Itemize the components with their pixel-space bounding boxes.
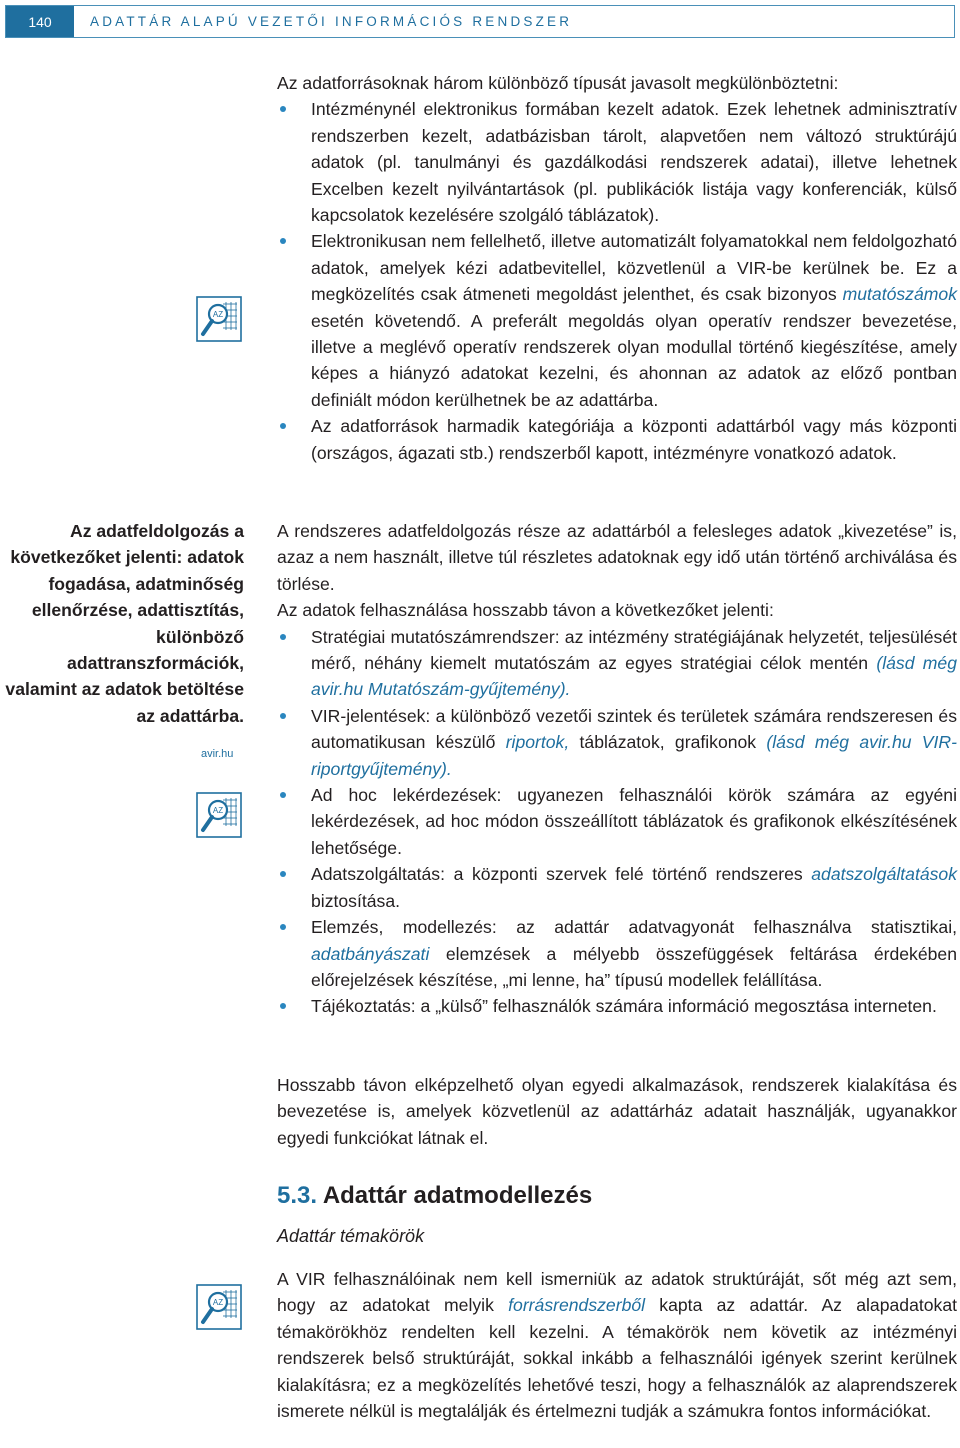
list-item [277, 782, 957, 861]
data-sources-section [277, 70, 957, 466]
item-text: Az adatforrások harmadik kategóriája a központi adattárból vagy más központi (országos, ágazati stb.) rendszerből kapott, intézményre vonatkozó adatok. [311, 416, 957, 463]
glossary-magnifier-icon[interactable] [196, 296, 242, 342]
item-text: Elemzés, modellezés: az adattár adatvagyonát felhasználva statisztikai, [311, 917, 957, 938]
glossary-term-link[interactable]: mutatószámok [842, 284, 957, 305]
item-text: biztosítása. [311, 890, 400, 911]
list-item [277, 993, 957, 1019]
paragraph [277, 1266, 957, 1424]
page-number: 140 [6, 6, 74, 37]
svg-text:AZ: AZ [212, 806, 224, 815]
glossary-term-link[interactable]: adatszolgáltatások [811, 864, 957, 885]
data-usage-list [277, 624, 957, 1020]
svg-text:AZ: AZ [212, 310, 224, 319]
data-sources-list [277, 96, 957, 466]
glossary-magnifier-icon[interactable] [196, 792, 242, 838]
item-text: Intézménynél elektronikus formában kezelt adatok. Ezek lehetnek adminisztratív rendszerben kezelt, adatbázisban tárolt, alapvetően nem változó struktúrájú adatok (pl. tanulmányi és gazdálkodási rendszerek adatai), illetve lehetnek Excelben kezelt nyilvántartások (pl. publikációk listája vagy konferenciák, külső kapcsolatok kezelésére szolgáló táblázatok). [311, 99, 957, 226]
item-text: Tájékoztatás: a „külső” felhasználók számára információ megosztása interneten. [311, 996, 937, 1017]
glossary-magnifier-icon[interactable] [196, 1284, 242, 1330]
item-text: VIR-jelentések: a különböző vezetői szintek és területek számára rendszeresen és automatikusan készülő [311, 705, 957, 753]
item-text: esetén követendő. A preferált megoldás olyan operatív rendszer bevezetése, illetve a meglévő operatív rendszerek olyan modullal történő kiegészítése, amely képes a hiányzó adatokat kezelni, és ahonnan az adatok az előző pontban definiált módon kerülhetnek be az adattárba. [311, 310, 957, 410]
section-heading [277, 1180, 957, 1212]
list-item [277, 703, 957, 782]
list-item [277, 96, 957, 228]
item-text: elemzések a mélyebb összefüggések feltárása érdekében előrejelzések készítése, „mi lenne, ha” típusú modellek felállítása. [311, 943, 957, 990]
long-term-section [277, 1072, 957, 1151]
list-item [277, 413, 957, 466]
item-text: táblázatok, grafikonok [569, 732, 767, 753]
glossary-term-link[interactable]: adatbányászati [311, 943, 430, 964]
item-text: Ad hoc lekérdezések: ugyanezen felhasználói körök számára az egyéni lekérdezések, ad hoc módon összeállított táblázatok és grafikonok elkészítésének lehetősége. [311, 785, 957, 858]
running-title: ADATTÁR ALAPÚ VEZETŐI INFORMÁCIÓS RENDSZER [90, 14, 573, 29]
section-number: 5.3. [277, 1182, 318, 1209]
avir-link[interactable]: avir.hu [201, 748, 234, 760]
svg-text:AZ: AZ [212, 1298, 224, 1307]
cross-reference-link[interactable]: (lásd még avir.hu Mutatószám-gyűjtemény). [311, 653, 957, 700]
paragraph-text: A VIR felhasználóinak nem kell ismerniük az adatok struktúráját, sőt még azt sem, hogy az adatokat melyik [277, 1269, 957, 1316]
data-sources-intro: Az adatforrásoknak három különböző típusát javasolt megkülönböztetni: [277, 73, 839, 93]
cross-reference-link[interactable]: (lásd még avir.hu VIR-riportgyűjtemény). [311, 732, 957, 779]
section-subheading: Adattár témakörök [277, 1226, 425, 1246]
list-item [277, 861, 957, 914]
list-item [277, 624, 957, 703]
running-header [5, 5, 955, 38]
topics-section [277, 1266, 957, 1424]
section-title: Adattár adatmodellezés [322, 1182, 593, 1209]
paragraph-text: kapta az adattár. Az alapadatokat témakörökhöz rendelten kell kezelni. A témakörök nem követik az intézményi rendszerek belső struktúráját, sokkal inkább a felhasználói igények szerint kerülnek kialakításra; ez a megközelítés lehetővé teszi, hogy a felhasználók az alaprendszerek ismerete nélkül is megtalálják és értelmezni tudják a számukra fontos információkat. [277, 1295, 957, 1422]
paragraph: A rendszeres adatfeldolgozás része az adattárból a felesleges adatok „kivezetése” is, azaz a nem használt, illetve túl részletes adatoknak egy idő után történő archiválása és törlése. [277, 521, 957, 594]
section-header [277, 1180, 957, 1249]
glossary-term-link[interactable]: riportok, [505, 732, 570, 753]
paragraph: Az adatok felhasználása hosszabb távon a következőket jelenti: [277, 600, 774, 621]
item-text: Stratégiai mutatószámrendszer: az intézmény stratégiájának helyzetét, teljesülését mérő, néhány kiemelt mutatószám az egyes stratégiai célok mentén [311, 626, 957, 674]
item-text: Adatszolgáltatás: a központi szervek felé történő rendszeres [311, 864, 812, 885]
glossary-term-link[interactable]: forrásrendszerből [508, 1295, 646, 1316]
paragraph: Hosszabb távon elképzelhető olyan egyedi alkalmazások, rendszerek kialakítása és bevezetése is, amelyek közvetlenül az adattárház adatait használják, ugyanakkor egyedi funkciókat látnak el. [277, 1075, 957, 1148]
margin-note: Az adatfeldolgozás a következőket jelenti: adatok fogadása, adatminőség ellenőrzése, adattisztítás, különböző adattranszformációk, valamint az adatok betöltése az adattárba. [5, 521, 244, 726]
list-item [277, 914, 957, 993]
item-text: Elektronikusan nem fellelhető, illetve automatizált folyamatokkal nem feldolgozható adatok, amelyek kézi adatbevitellel, közvetlenül a VIR-be kerülnek be. Ez a megközelítés csak átmeneti megoldást jelenthet, és csak bizonyos [311, 231, 957, 305]
data-usage-section [277, 518, 957, 1020]
list-item [277, 228, 957, 413]
